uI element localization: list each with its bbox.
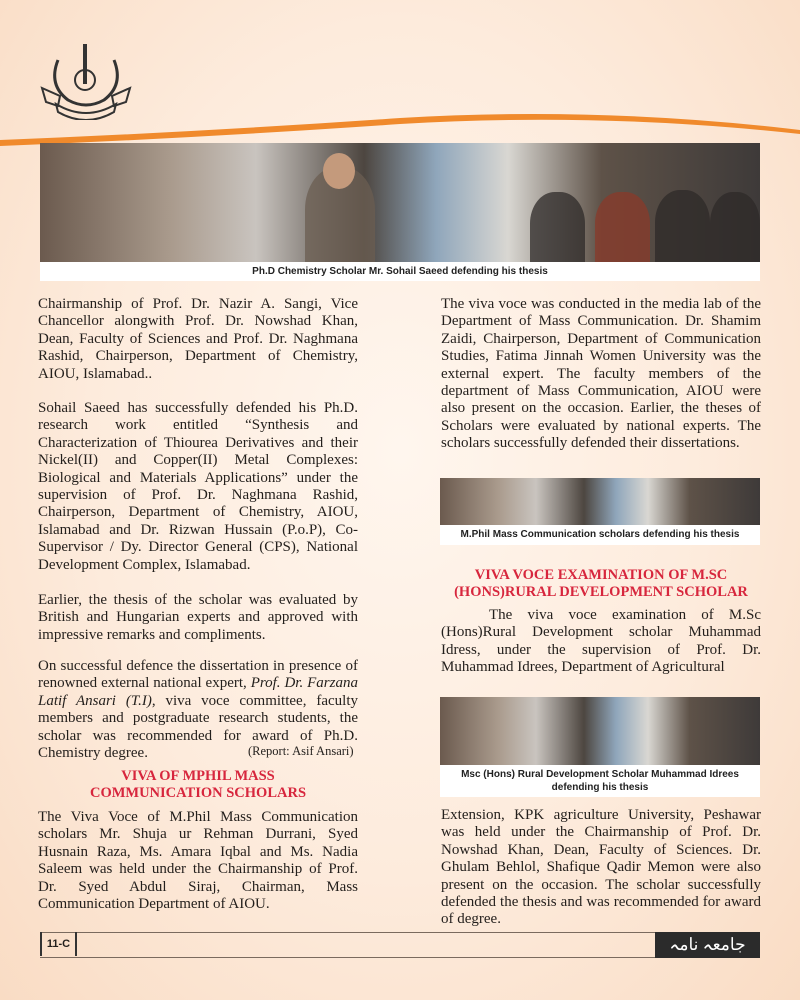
- expert-name: Prof. Dr. Farzana Latif Ansari (T.I): [38, 675, 358, 709]
- paragraph: Extension, KPK agriculture University, Peshawar was held under the Chairmanship of Prof. Dr. Nowshad Khan, Dean, Faculty of Sciences. Dr. Ghulam Behlol, Shafique Qadir Memon were also present on the occasion. The scholar successfully defended the thesis and was recommended for award of degree.: [441, 807, 761, 928]
- mphil-photo-caption: M.Phil Mass Communication scholars defending his thesis: [440, 525, 760, 545]
- section-heading: VIVA VOCE EXAMINATION OF M.SC (HONS)RURAL DEVELOPMENT SCHOLAR: [454, 567, 748, 600]
- footer-rule: [40, 932, 655, 958]
- report-credit: (Report: Asif Ansari): [248, 744, 354, 758]
- rural-dev-photo: [440, 697, 760, 765]
- top-photo-caption: Ph.D Chemistry Scholar Mr. Sohail Saeed defending his thesis: [40, 262, 760, 281]
- page-number: 11-C: [40, 932, 77, 956]
- mphil-photo: [440, 478, 760, 525]
- section-heading: VIVA OF MPHIL MASS COMMUNICATION SCHOLARS: [89, 768, 307, 801]
- paragraph: Chairmanship of Prof. Dr. Nazir A. Sangi, Vice Chancellor alongwith Prof. Dr. Nowshad Khan, Dean, Faculty of Sciences and Prof. Dr. Naghmana Rashid, Chairperson, Department of Chemistry, AIOU, Islamabad..: [38, 296, 358, 382]
- masthead-box: جامعہ نامہ: [655, 932, 760, 958]
- paragraph: The viva voce was conducted in the media lab of the Department of Mass Communication. Dr. Shamim Zaidi, Chairperson, Department of Communication Studies, Fatima Jinnah Women University was the external expert. The faculty members of the department of Mass Communication, AIOU were also present on the occasion. Earlier, the theses of Scholars were evaluated by national experts. The scholars successfully defended their dissertations.: [441, 296, 761, 452]
- paragraph-text: On successful defence the dissertation in presence of renowned external national expert,: [38, 658, 358, 692]
- paragraph: The Viva Voce of M.Phil Mass Communication scholars Mr. Shuja ur Rehman Durrani, Syed Husnain Raza, Ms. Amara Iqbal and Ms. Nadia Saleem was held under the Chairmanship of Prof. Dr. Syed Abdul Siraj, Chairman, Mass Communication Department of AIOU.: [38, 809, 358, 913]
- paragraph: Earlier, the thesis of the scholar was evaluated by British and Hungarian experts and approved with impressive remarks and compliments.: [38, 592, 358, 643]
- rural-dev-photo-caption: Msc (Hons) Rural Development Scholar Muhammad Idrees defending his thesis: [440, 765, 760, 797]
- paragraph: The viva voce examination of M.Sc (Hons)Rural Development scholar Muhammad Idress, under the supervision of Prof. Dr. Muhammad Idrees, Department of Agricultural: [441, 607, 761, 676]
- paragraph: Sohail Saeed has successfully defended his Ph.D. research work entitled “Synthesis and Characterization of Thiourea Derivatives and their Nickel(II) and Copper(II) Metal Complexes: Biological and Materials Applications” under the supervision of Prof. Dr. Naghmana Rashid, Chairperson, Department of Chemistry, AIOU, Islamabad and Dr. Rizwan Hussain (P.o.P), Co-Supervisor / Dy. Director General (CPS), National Development Complex, Islamabad.: [38, 400, 358, 573]
- top-photo: [40, 143, 760, 262]
- paragraph-text: , viva voce committee, faculty members and postgraduate research students, the scholar was recommended for award of Ph.D. Chemistry degree.: [38, 692, 358, 762]
